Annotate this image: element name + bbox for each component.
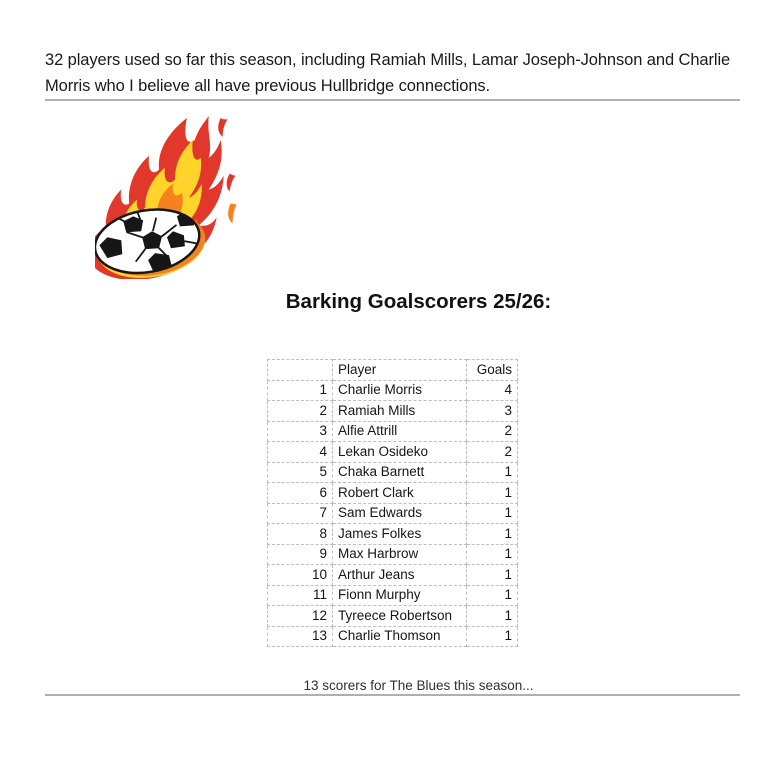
column-header-player: Player	[333, 360, 467, 381]
goalscorers-table-body	[268, 380, 518, 647]
goals-cell: 1	[467, 503, 518, 524]
divider-bottom	[45, 694, 740, 696]
table-row	[268, 585, 518, 606]
rank-cell: 3	[268, 421, 333, 442]
goals-cell: 1	[467, 544, 518, 565]
goals-cell: 1	[467, 462, 518, 483]
table-row	[268, 462, 518, 483]
table-row	[268, 524, 518, 545]
rank-cell: 8	[268, 524, 333, 545]
goals-cell: 1	[467, 483, 518, 504]
player-cell: Fionn Murphy	[333, 585, 467, 606]
rank-cell: 13	[268, 626, 333, 647]
table-row	[268, 421, 518, 442]
goals-cell: 3	[467, 401, 518, 422]
player-cell: Alfie Attrill	[333, 421, 467, 442]
table-row	[268, 565, 518, 586]
rank-cell: 9	[268, 544, 333, 565]
player-cell: Robert Clark	[333, 483, 467, 504]
player-cell: Charlie Morris	[333, 380, 467, 401]
rank-cell: 11	[268, 585, 333, 606]
goalscorers-table	[267, 359, 518, 647]
player-cell: James Folkes	[333, 524, 467, 545]
table-caption: 13 scorers for The Blues this season...	[303, 678, 534, 693]
player-cell: Tyreece Robertson	[333, 606, 467, 627]
goals-cell: 1	[467, 626, 518, 647]
player-cell: Ramiah Mills	[333, 401, 467, 422]
table-row	[268, 442, 518, 463]
table-row	[268, 401, 518, 422]
goals-cell: 2	[467, 421, 518, 442]
table-row	[268, 503, 518, 524]
rank-cell: 4	[268, 442, 333, 463]
goalscorers-table-head	[268, 360, 518, 381]
player-cell: Max Harbrow	[333, 544, 467, 565]
rank-cell: 10	[268, 565, 333, 586]
goals-cell: 1	[467, 565, 518, 586]
goals-cell: 4	[467, 380, 518, 401]
column-header-goals: Goals	[467, 360, 518, 381]
rank-cell: 7	[268, 503, 333, 524]
rank-cell: 2	[268, 401, 333, 422]
table-row	[268, 626, 518, 647]
rank-cell: 6	[268, 483, 333, 504]
rank-cell: 12	[268, 606, 333, 627]
goals-cell: 1	[467, 524, 518, 545]
table-row	[268, 544, 518, 565]
header-row	[268, 360, 518, 381]
player-cell: Chaka Barnett	[333, 462, 467, 483]
rank-cell: 1	[268, 380, 333, 401]
intro-paragraph: 32 players used so far this season, including Ramiah Mills, Lamar Joseph-Johnson and Charlie Morris who I believe all have previous Hullbridge connections.	[45, 51, 731, 95]
goals-cell: 2	[467, 442, 518, 463]
player-cell: Charlie Thomson	[333, 626, 467, 647]
column-header-rank	[268, 360, 333, 381]
flaming-ball-figure	[95, 116, 237, 279]
table-row	[268, 606, 518, 627]
player-cell: Arthur Jeans	[333, 565, 467, 586]
goals-cell: 1	[467, 606, 518, 627]
table-row	[268, 483, 518, 504]
divider-top	[45, 99, 740, 101]
player-cell: Sam Edwards	[333, 503, 467, 524]
goalscorers-heading: Barking Goalscorers 25/26:	[285, 290, 552, 313]
flaming-soccer-ball-image	[95, 116, 237, 279]
goals-cell: 1	[467, 585, 518, 606]
player-cell: Lekan Osideko	[333, 442, 467, 463]
rank-cell: 5	[268, 462, 333, 483]
table-row	[268, 380, 518, 401]
